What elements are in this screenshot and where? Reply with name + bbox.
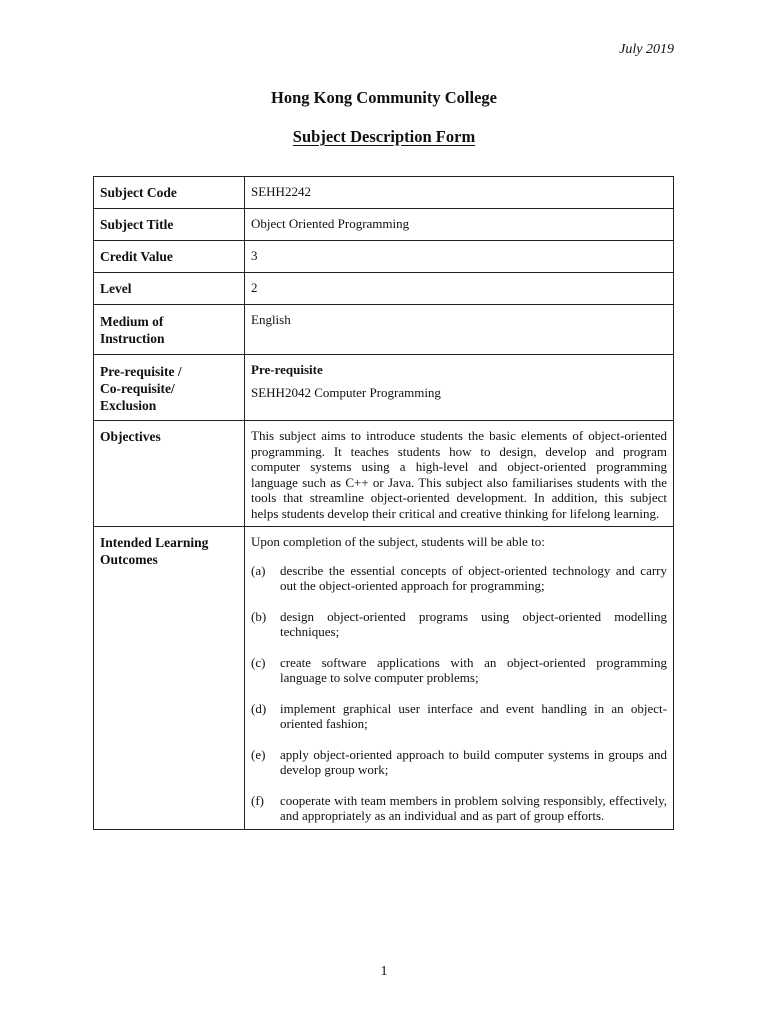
ilo-item-text: apply object-oriented approach to build computer systems in groups and develop group work; — [280, 746, 667, 777]
ilo-item-text: implement graphical user interface and event handling in an object-oriented fashion; — [280, 700, 667, 731]
ilo-label-line1: Intended Learning — [100, 535, 209, 550]
form-title-text: Subject Description Form — [292, 127, 476, 146]
ilo-item-e — [251, 747, 667, 778]
objectives-value: This subject aims to introduce students the basic elements of object-oriented programming. It teaches students how to design, develop and program computer systems using a high-level and object-oriented programming language such as C++ or Java. This subject also familiarises students with the tools that streamline object-oriented development. In addition, this subject helps students develop their critical and creative thinking for lifelong learning. — [245, 421, 674, 527]
ilo-item-marker: (b) — [251, 608, 267, 624]
ilo-item-marker: (a) — [251, 562, 266, 578]
medium-label — [94, 305, 245, 355]
subject-title-value: Object Oriented Programming — [245, 209, 674, 241]
ilo-item-marker: (d) — [251, 700, 267, 716]
row-objectives — [94, 421, 674, 527]
ilo-item-a — [251, 563, 667, 594]
ilo-item-marker: (f) — [251, 792, 264, 808]
level-value: 2 — [245, 273, 674, 305]
prerequisite-label-line3: Exclusion — [100, 398, 157, 413]
ilo-item-c — [251, 655, 667, 686]
subject-title-label: Subject Title — [94, 209, 245, 241]
college-name: Hong Kong Community College — [271, 88, 497, 107]
ilo-item-marker: (c) — [251, 654, 266, 670]
medium-value: English — [245, 305, 674, 355]
form-title — [0, 127, 768, 147]
credit-value-label: Credit Value — [94, 241, 245, 273]
objectives-label: Objectives — [94, 421, 245, 527]
ilo-item-text: describe the essential concepts of object-oriented technology and carry out the object-oriented approach for programming; — [280, 562, 667, 593]
subject-code-value: SEHH2242 — [245, 177, 674, 209]
ilo-item-text: design object-oriented programs using object-oriented modelling techniques; — [280, 608, 667, 639]
prerequisite-label-line1: Pre-requisite / — [100, 364, 182, 379]
medium-label-line1: Medium of — [100, 314, 164, 329]
row-credit-value — [94, 241, 674, 273]
row-medium — [94, 305, 674, 355]
ilo-item-text: create software applications with an object-oriented programming language to solve computer problems; — [280, 654, 667, 685]
row-level — [94, 273, 674, 305]
ilo-item-marker: (e) — [251, 746, 266, 762]
prerequisite-value-cell — [245, 355, 674, 421]
ilo-value-cell — [245, 527, 674, 830]
ilo-intro: Upon completion of the subject, students will be able to: — [251, 534, 545, 549]
prerequisite-label-line2: Co-requisite/ — [100, 381, 175, 396]
subject-code-label: Subject Code — [94, 177, 245, 209]
row-subject-title — [94, 209, 674, 241]
prerequisite-heading: Pre-requisite — [251, 362, 323, 377]
ilo-item-d — [251, 701, 667, 732]
ilo-label-line2: Outcomes — [100, 552, 158, 567]
ilo-label — [94, 527, 245, 830]
page-number: 1 — [380, 964, 388, 979]
document-date: July 2019 — [619, 42, 674, 57]
level-label: Level — [94, 273, 245, 305]
row-subject-code — [94, 177, 674, 209]
ilo-item-b — [251, 609, 667, 640]
subject-description-table — [93, 176, 674, 830]
row-ilo — [94, 527, 674, 830]
row-prerequisite — [94, 355, 674, 421]
ilo-item-f — [251, 793, 667, 824]
prerequisite-label — [94, 355, 245, 421]
prerequisite-value: SEHH2042 Computer Programming — [251, 384, 441, 400]
medium-label-line2: Instruction — [100, 331, 165, 346]
ilo-item-text: cooperate with team members in problem solving responsibly, effectively, and appropriately as an individual and as part of group efforts. — [280, 792, 667, 823]
credit-value-value: 3 — [245, 241, 674, 273]
